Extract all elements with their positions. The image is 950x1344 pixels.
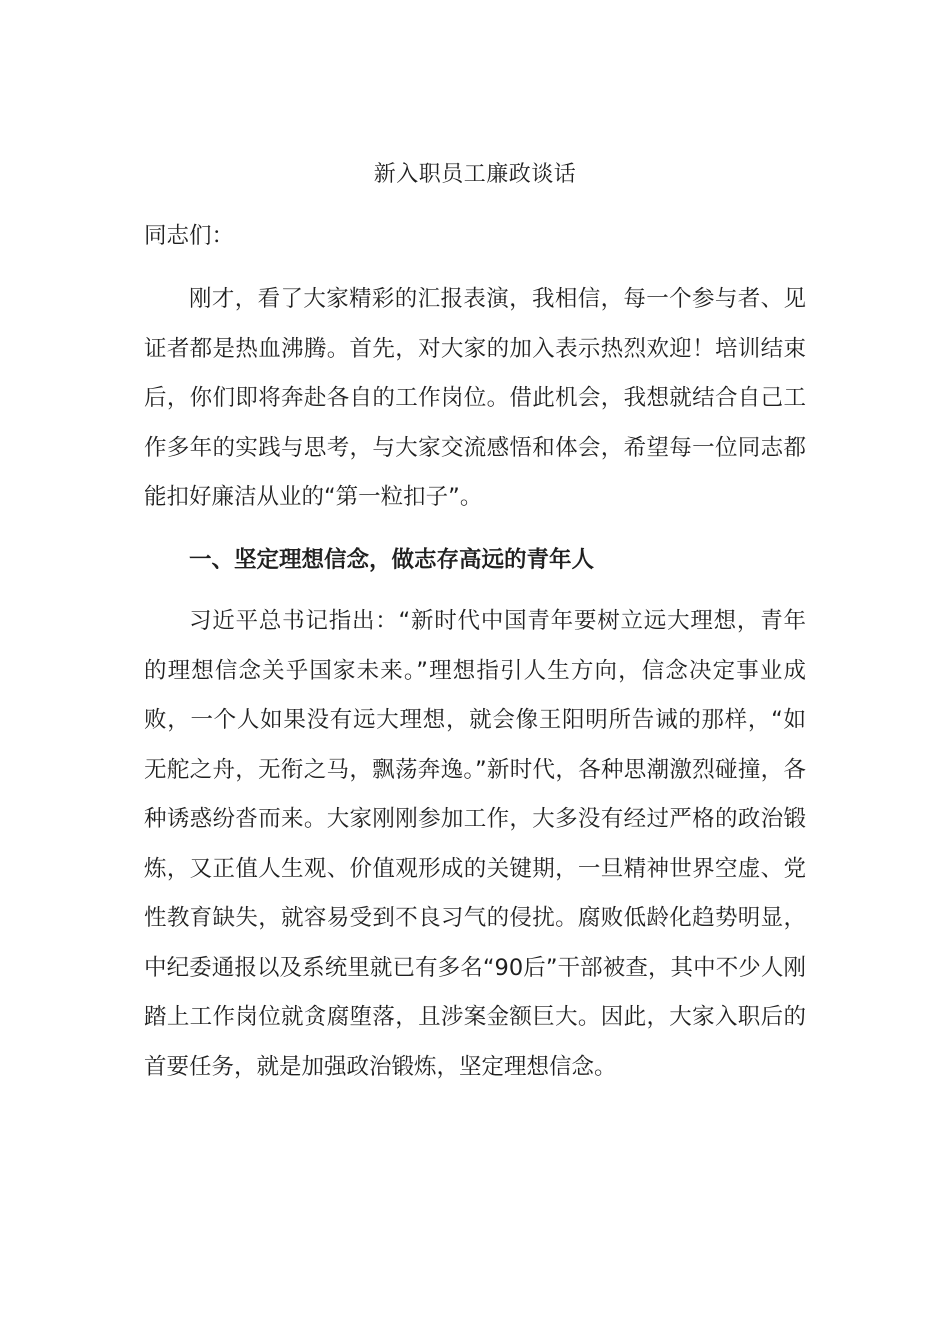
paragraph-section-1: 习近平总书记指出：“新时代中国青年要树立远大理想，青年的理想信念关乎国家未来。”理想指引人生方向，信念决定事业成败，一个人如果没有远大理想，就会像王阳明所告诫的那样，“如无舵之舟，无衔之马，飘荡奔逸。”新时代，各种思潮激烈碰撞，各种诱惑纷沓而来。大家刚刚参加工作，大多没有经过严格的政治锻炼，又正值人生观、价值观形成的关键期，一旦精神世界空虚、党性教育缺失，就容易受到不良习气的侵扰。腐败低龄化趋势明显，中纪委通报以及系统里就已有多名“90后”干部被查，其中不少人刚踏上工作岗位就贪腐堕落，且涉案金额巨大。因此，大家入职后的首要任务，就是加强政治锻炼，坚定理想信念。 xyxy=(144,608,806,1080)
section-heading-1: 一、坚定理想信念，做志存高远的青年人 xyxy=(189,547,595,573)
document-title: 新入职员工廉政谈话 xyxy=(373,162,577,187)
paragraph-intro: 刚才，看了大家精彩的汇报表演，我相信，每一个参与者、见证者都是热血沸腾。首先，对大家的加入表示热烈欢迎！培训结束后，你们即将奔赴各自的工作岗位。借此机会，我想就结合自己工作多年的实践与思考，与大家交流感悟和体会，希望每一位同志都能扣好廉洁从业的“第一粒扣子”。 xyxy=(144,286,806,510)
salutation: 同志们： xyxy=(144,223,235,249)
